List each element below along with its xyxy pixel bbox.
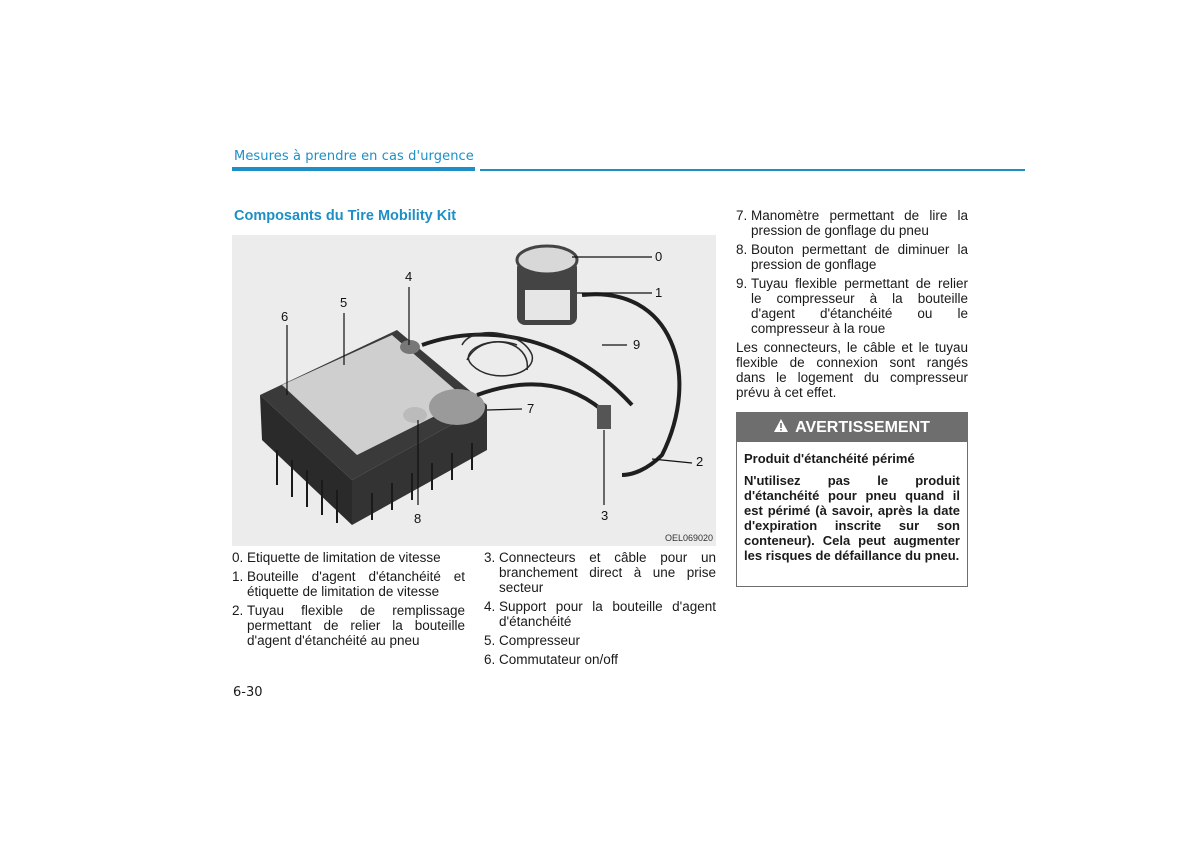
warning-body [737, 442, 967, 563]
component-list-left [232, 550, 465, 652]
callout-6: 6 [281, 309, 289, 324]
list-item: 3. Connecteurs et câble pour un branchement direct à une prise secteur [484, 550, 716, 595]
storage-paragraph: Les connecteurs, le câble et le tuyau flexible de connexion sont rangés dans le logement du compresseur prévu à cet effet. [736, 340, 968, 400]
warning-box [736, 412, 968, 587]
list-item: 1. Bouteille d'agent d'étanchéité et étiquette de limitation de vitesse [232, 569, 465, 599]
warning-header [737, 413, 967, 442]
list-item: 4. Support pour la bouteille d'agent d'étanchéité [484, 599, 716, 629]
callout-4: 4 [405, 269, 413, 284]
power-plug-drawing [597, 405, 611, 429]
list-item: 0. Etiquette de limitation de vitesse [232, 550, 441, 565]
list-item: 5. Compresseur [484, 633, 581, 648]
list-item: 7. Manomètre permettant de lire la pression de gonflage du pneu [736, 208, 968, 238]
callout-8: 8 [414, 511, 422, 526]
callout-2: 2 [696, 454, 704, 469]
figure-code: OEL069020 [664, 533, 713, 543]
callout-3: 3 [601, 508, 609, 523]
section-heading: Composants du Tire Mobility Kit [234, 208, 457, 224]
sealant-bottle-drawing [517, 246, 577, 325]
list-item: 8. Bouton permettant de diminuer la pression de gonflage [736, 242, 968, 272]
callout-9: 9 [633, 337, 641, 352]
warning-triangle-icon [774, 419, 788, 437]
component-list-right [736, 208, 968, 340]
section-header-title: Mesures à prendre en cas d'urgence [234, 149, 474, 164]
list-item: 2. Tuyau flexible de remplissage permettant de relier la bouteille d'agent d'étanchéité au pneu [232, 603, 465, 648]
kit-illustration [232, 235, 716, 546]
component-list-middle [484, 550, 716, 671]
tire-mobility-kit-figure [232, 235, 716, 546]
callout-7: 7 [527, 401, 535, 416]
header-rule-thick [232, 167, 475, 171]
callout-1: 1 [655, 285, 663, 300]
list-item: 9. Tuyau flexible permettant de relier le compresseur à la bouteille d'agent d'étanchéité ou le compresseur à la roue [736, 276, 968, 336]
header-rule-thin [480, 169, 1025, 171]
page-number: 6-30 [233, 685, 263, 700]
callout-5: 5 [340, 295, 348, 310]
list-item: 6. Commutateur on/off [484, 652, 619, 667]
compressor-drawing [260, 330, 487, 525]
warning-title: AVERTISSEMENT [795, 418, 930, 436]
warning-subtitle: Produit d'étanchéité périmé [744, 451, 915, 466]
callout-0: 0 [655, 249, 663, 264]
warning-text: N'utilisez pas le produit d'étanchéité pour pneu quand il est périmé (à savoir, après la date d'expiration inscrite sur son conteneur). Cela peut augmenter les risques de défaillance du pneu. [744, 473, 960, 563]
